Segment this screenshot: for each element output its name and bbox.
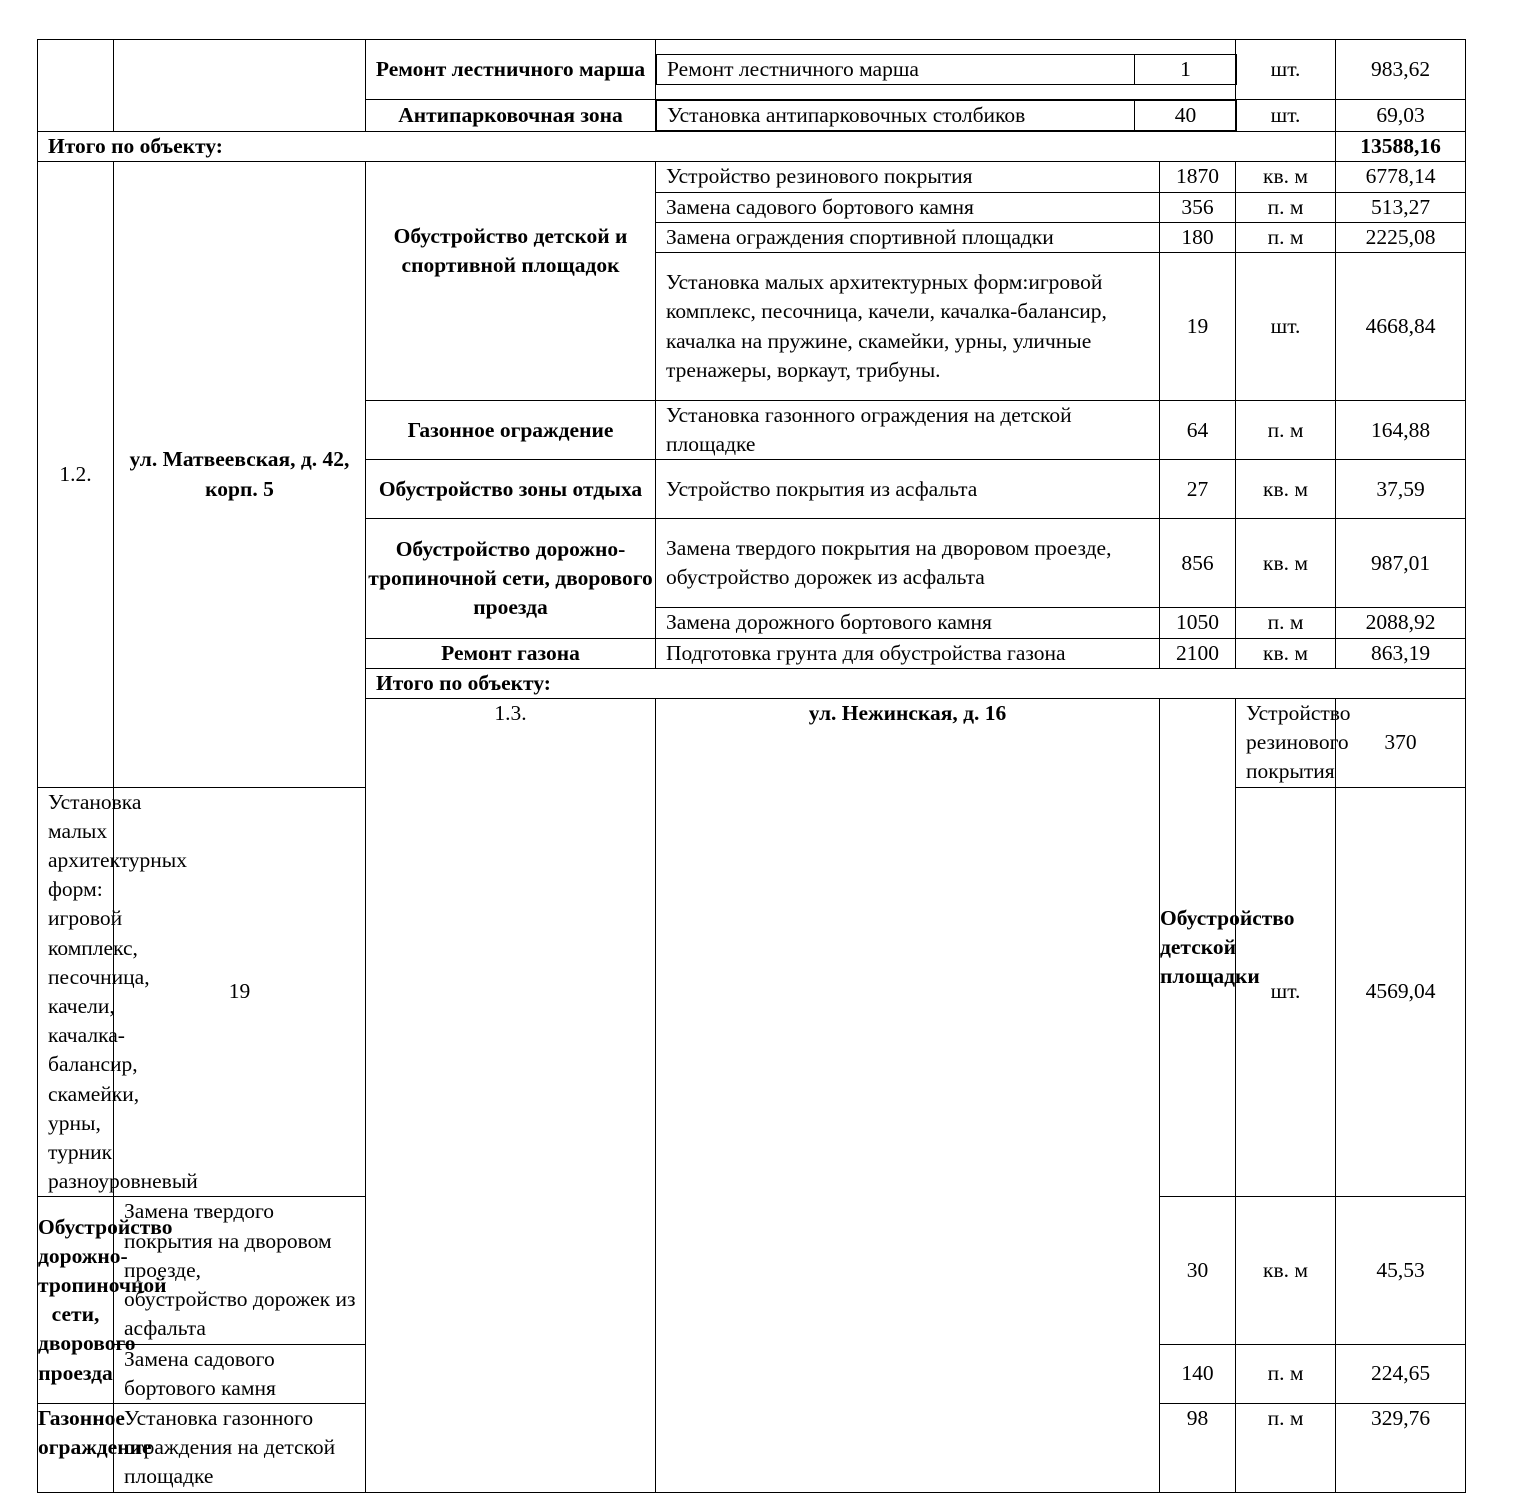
work-cell: Установка малых архитектурных форм: игровой комплекс, песочница, качели, качалка-балансир, скамейки, урны, турник разноуровневый [38,787,114,1197]
work-cell: Устройство резинового покрытия [656,162,1160,192]
unit-cell: п. м [1236,222,1336,252]
qty-cell: 140 [1160,1344,1236,1403]
unit-cell: шт. [1236,40,1336,100]
unit-cell: п. м [1236,608,1336,638]
work-cell: Замена дорожного бортового камня [656,608,1160,638]
num-cell [38,40,114,132]
object-number: 1.3. [366,699,656,1492]
qty-cell: 180 [1160,222,1236,252]
object-number: 1.2. [38,162,114,787]
work-cell: Установка газонного ограждения на детской площадке [114,1403,366,1492]
unit-cell: п. м [1236,192,1336,222]
section-cell: Газонное ограждение [366,401,656,460]
qty-cell: 356 [1160,192,1236,222]
total-value: 13588,16 [1336,132,1466,162]
section-cell: Обустройство дорожно-тропиночной сети, дворового проезда [38,1197,114,1403]
work-text: Замена твердого покрытия на дворовом проезде, [666,536,1112,561]
section-cell: Обустройство детской и спортивной площадок [366,162,656,401]
work-text: обустройство дорожек из асфальта [666,565,985,590]
cost-cell: 6778,14 [1336,162,1466,192]
unit-cell: п. м [1236,401,1336,460]
qty-cell: 64 [1160,401,1236,460]
work-cell: Подготовка грунта для обустройства газона [656,638,1160,668]
section-cell: Газонное ограждение [38,1403,114,1492]
cost-cell: 2088,92 [1336,608,1466,638]
work-cell: Устройство покрытия из асфальта [656,460,1160,519]
work-text: обустройство дорожек из асфальта [124,1287,356,1341]
qty-cell: 856 [1160,519,1236,608]
unit-cell: кв. м [1236,162,1336,192]
cost-cell: 983,62 [1336,40,1466,100]
qty-cell: 1050 [1160,608,1236,638]
section-cell: Обустройство дорожно-тропиночной сети, дворового проезда [366,519,656,638]
cost-cell: 4569,04 [1336,787,1466,1197]
unit-cell: кв. м [1236,519,1336,608]
cost-cell: 987,01 [1336,519,1466,608]
qty-cell: 1870 [1160,162,1236,192]
cost-cell: 329,76 [1336,1403,1466,1492]
qty-cell: 1 [1135,54,1237,84]
cost-cell: 69,03 [1336,100,1466,132]
total-label: Итого по объекту: [38,132,1336,162]
total-label: Итого по объекту: [366,668,1466,698]
works-table [37,39,1466,1493]
cost-cell: 2225,08 [1336,222,1466,252]
object-address: ул. Матвеевская, д. 42, корп. 5 [114,162,366,787]
unit-cell: п. м [1236,1344,1336,1403]
work-cell: Устройство резинового покрытия [1236,699,1336,788]
work-cell [656,519,1160,608]
work-qty-cell [656,100,1236,132]
qty-cell: 98 [1160,1403,1236,1492]
unit-cell: кв. м [1236,1197,1336,1344]
unit-cell: шт. [1236,100,1336,132]
work-cell: Установка антипарковочных столбиков [657,101,1135,131]
work-text: Замена твердого покрытия на дворовом проезде, [124,1199,332,1282]
unit-cell: кв. м [1236,638,1336,668]
unit-cell: шт. [1236,253,1336,401]
work-cell [114,1197,366,1344]
work-cell: Установка малых архитектурных форм:игровой комплекс, песочница, качели, качалка-балансир, качалка на пружине, скамейки, урны, уличные тренажеры, воркаут, трибуны. [656,253,1160,401]
section-cell: Обустройство детской площадки [1160,699,1236,1197]
qty-cell: 370 [1336,699,1466,788]
work-cell: Ремонт лестничного марша [657,54,1135,84]
total-row [38,132,1466,162]
qty-cell: 19 [114,787,366,1197]
section-cell: Обустройство зоны отдыха [366,460,656,519]
work-cell: Установка газонного ограждения на детской площадке [656,401,1160,460]
table-row [38,162,1466,192]
object-address: ул. Нежинская, д. 16 [656,699,1160,1492]
qty-cell: 19 [1160,253,1236,401]
cost-cell: 45,53 [1336,1197,1466,1344]
unit-cell: п. м [1236,1403,1336,1492]
unit-cell: кв. м [1236,460,1336,519]
cost-cell: 863,19 [1336,638,1466,668]
section-cell: Ремонт лестничного марша [366,40,656,100]
work-cell: Замена садового бортового камня [114,1344,366,1403]
cost-cell: 513,27 [1336,192,1466,222]
qty-cell: 40 [1135,101,1237,131]
qty-cell: 2100 [1160,638,1236,668]
cost-cell: 224,65 [1336,1344,1466,1403]
section-cell: Ремонт газона [366,638,656,668]
section-cell: Антипарковочная зона [366,100,656,132]
qty-cell: 27 [1160,460,1236,519]
work-cell: Замена ограждения спортивной площадки [656,222,1160,252]
address-cell [114,40,366,132]
unit-cell: шт. [1236,787,1336,1197]
qty-cell: 30 [1160,1197,1236,1344]
table-row [38,40,1466,100]
cost-cell: 37,59 [1336,460,1466,519]
cost-cell: 4668,84 [1336,253,1466,401]
work-qty-cell [656,40,1236,100]
work-cell: Замена садового бортового камня [656,192,1160,222]
cost-cell: 164,88 [1336,401,1466,460]
